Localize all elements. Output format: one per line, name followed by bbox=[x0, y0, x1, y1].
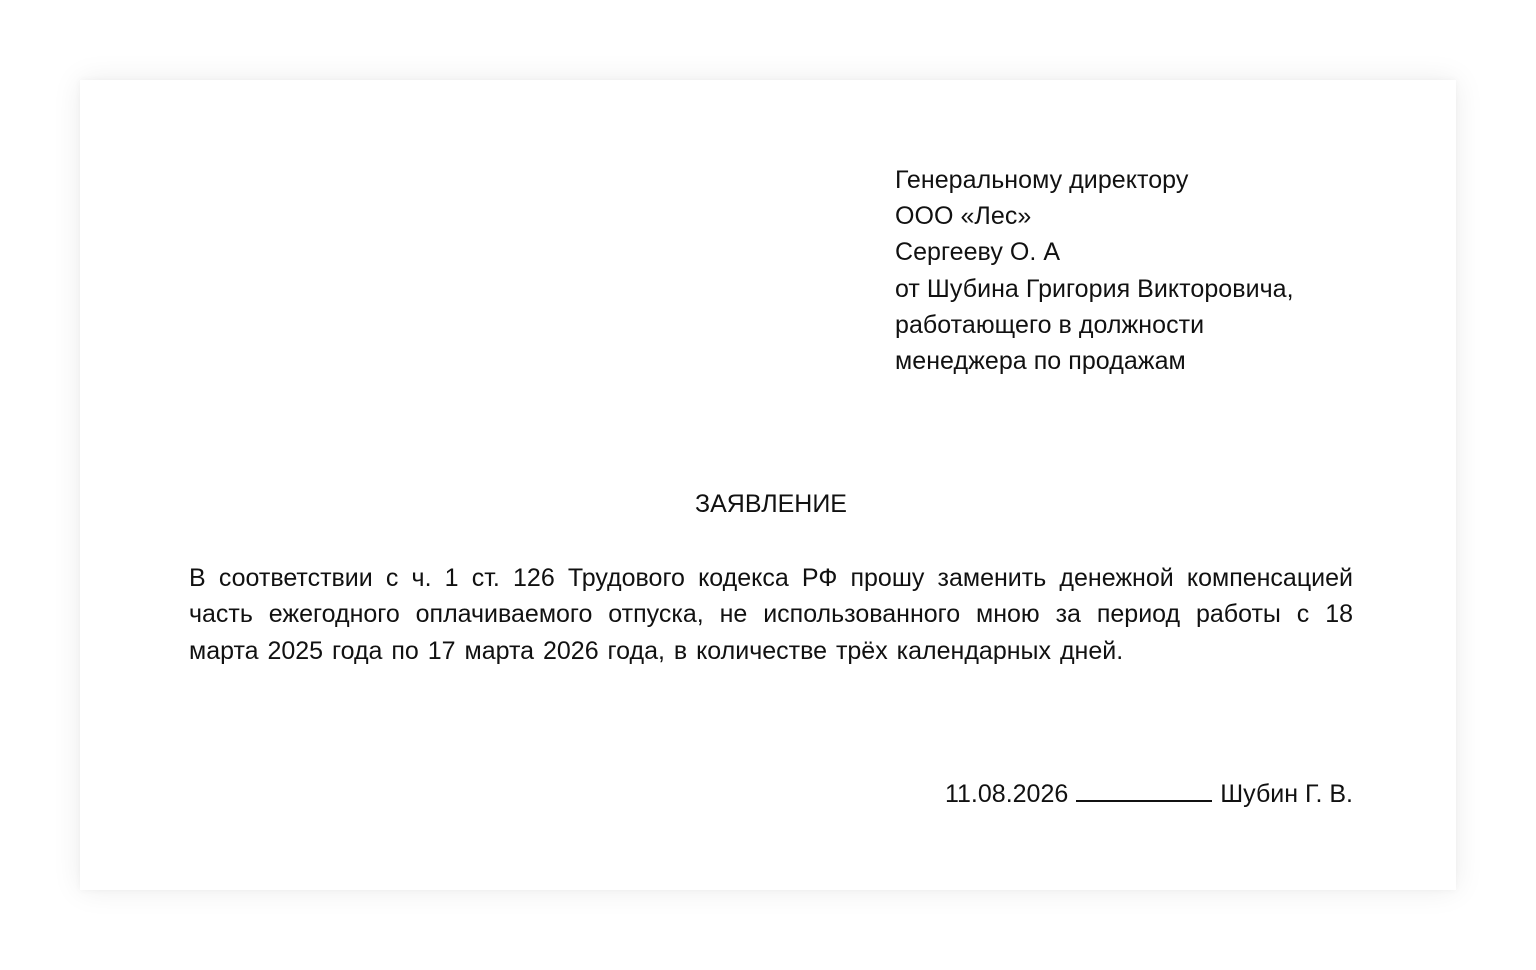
document-title: ЗАЯВЛЕНИЕ bbox=[694, 490, 847, 518]
signature-blank bbox=[1076, 778, 1212, 802]
signature-name: Шубин Г. В. bbox=[1220, 780, 1353, 808]
addressee-block bbox=[895, 162, 1294, 379]
addressee-company: ООО «Лес» bbox=[895, 202, 1032, 231]
addressee-name: Сергееву О. А bbox=[895, 238, 1061, 267]
sender-position-intro: работающего в должности bbox=[895, 310, 1205, 339]
signature-line bbox=[945, 778, 1353, 810]
addressee-position: Генеральному директору bbox=[895, 166, 1189, 194]
statement-body: В соответствии с ч. 1 ст. 126 Трудового кодекса РФ прошу заменить денежной компенсацией часть ежегодного оплачиваемого отпуска, не использованного мною за период работы с 18 марта 2025 года по 17 марта 2026 года, в количестве трёх календарных дней. bbox=[189, 564, 1353, 665]
sender-name: от Шубина Григория Викторовича, bbox=[895, 274, 1294, 303]
signature-date: 11.08.2026 bbox=[944, 780, 1069, 808]
document-page bbox=[80, 80, 1456, 890]
sender-position: менеджера по продажам bbox=[895, 347, 1186, 376]
